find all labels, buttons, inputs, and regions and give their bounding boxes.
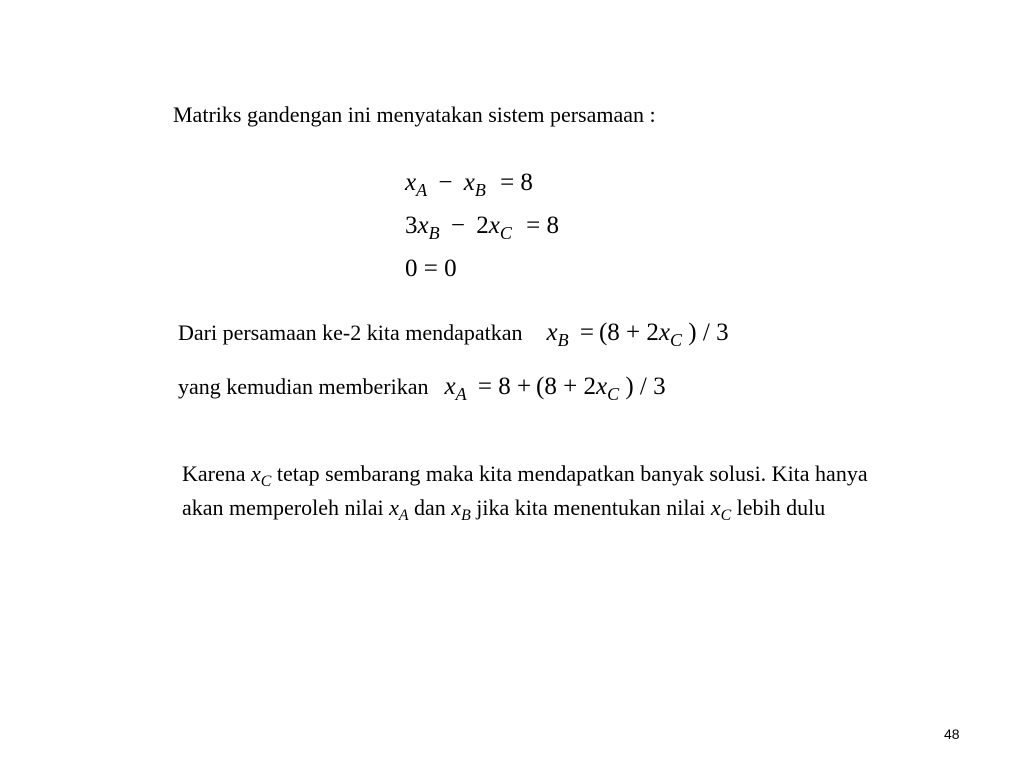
conclusion-paragraph: Karena $x_C$ tetap sembarang maka kita mendapatkan banyak solusi. Kita hanya akan memperoleh nilai $x_A$ dan $x_B$ jika kita menentukan nilai $x_C$ lebih dulu: [182, 461, 868, 525]
derivation-line-1: [178, 318, 729, 349]
eq1-var-b: x: [463, 169, 475, 196]
eq2-rhs: = 8: [526, 212, 559, 239]
intro-text: Matriks gandengan ini menyatakan sistem persamaan :: [173, 102, 656, 127]
derivation-line-2: [178, 372, 666, 403]
derivation-line-1-text: Dari persamaan ke-2 kita mendapatkan: [178, 320, 523, 345]
equation-3: 0 = 0: [405, 255, 457, 282]
equation-1: $x_A - x_B = 8$: [405, 169, 533, 200]
equation-2: $3x_B - 2x_C = 8$: [405, 212, 559, 243]
xa-expression: $x_A = 8 + (8 + 2x_C$ ) / 3: [444, 373, 666, 404]
page-number: 48: [944, 726, 960, 742]
xb-expression: $x_B = (8 + 2x_C$ ) / 3: [546, 319, 729, 350]
derivation-line-2-text: yang kemudian memberikan: [178, 374, 429, 399]
eq1-var-a: x: [405, 169, 417, 196]
eq1-rhs: = 8: [500, 169, 533, 196]
